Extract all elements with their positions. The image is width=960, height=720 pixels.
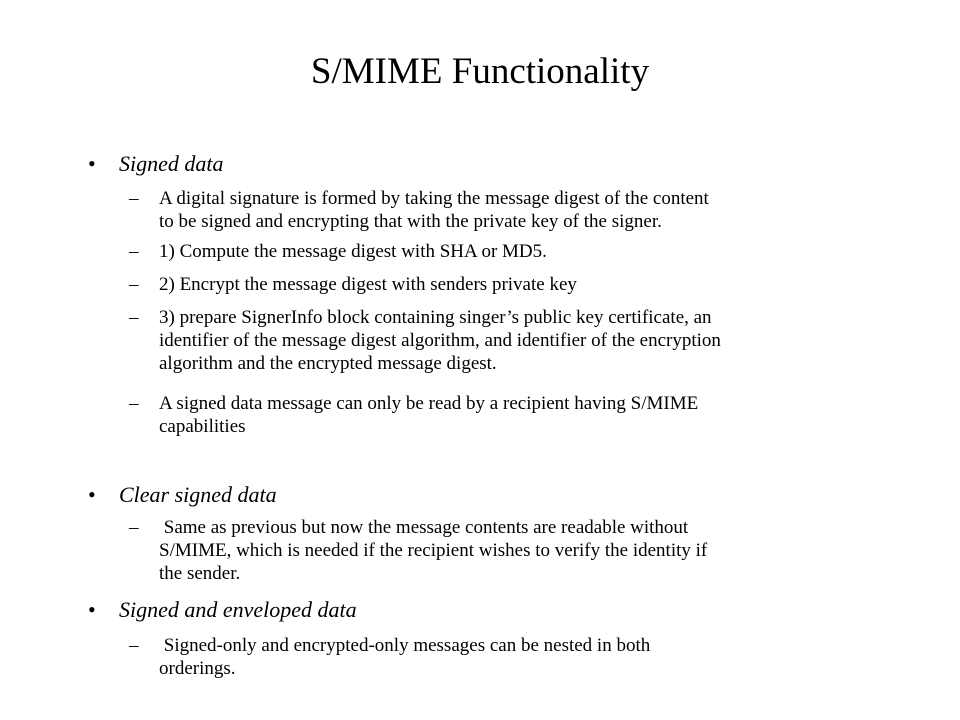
dash-glyph: – (129, 274, 139, 295)
sub-item-line: A signed data message can only be read by a recipient having S/MIME (159, 393, 699, 414)
bullet-glyph: • (88, 151, 96, 176)
sub-item-line: capabilities (159, 416, 246, 437)
sub-item-line: identifier of the message digest algorithm, and identifier of the encryption (159, 330, 721, 351)
bullet-heading: Signed data (119, 151, 224, 176)
bullet-heading: Clear signed data (119, 482, 277, 507)
dash-glyph: – (129, 517, 139, 538)
sub-item-line: orderings. (159, 658, 236, 679)
sub-item-line: 3) prepare SignerInfo block containing singer’s public key certificate, an (159, 307, 712, 328)
sub-item-line: 2) Encrypt the message digest with senders private key (159, 274, 577, 295)
bullet-glyph: • (88, 597, 96, 622)
dash-glyph: – (129, 307, 139, 328)
sub-item-line: A digital signature is formed by taking the message digest of the content (159, 188, 709, 209)
sub-item-line: S/MIME, which is needed if the recipient wishes to verify the identity if (159, 540, 708, 561)
sub-item-line: 1) Compute the message digest with SHA or MD5. (159, 241, 547, 262)
dash-glyph: – (129, 188, 139, 209)
sub-item-line: Same as previous but now the message contents are readable without (159, 517, 689, 538)
sub-item-line: the sender. (159, 563, 241, 584)
bullet-glyph: • (88, 482, 96, 507)
dash-glyph: – (129, 635, 139, 656)
dash-glyph: – (129, 393, 139, 414)
sub-item-line: Signed-only and encrypted-only messages can be nested in both (159, 635, 651, 656)
dash-glyph: – (129, 241, 139, 262)
sub-item-line: to be signed and encrypting that with the private key of the signer. (159, 211, 662, 232)
sub-item-line: algorithm and the encrypted message digest. (159, 353, 497, 374)
bullet-heading: Signed and enveloped data (119, 597, 357, 622)
slide-title: S/MIME Functionality (310, 51, 650, 92)
